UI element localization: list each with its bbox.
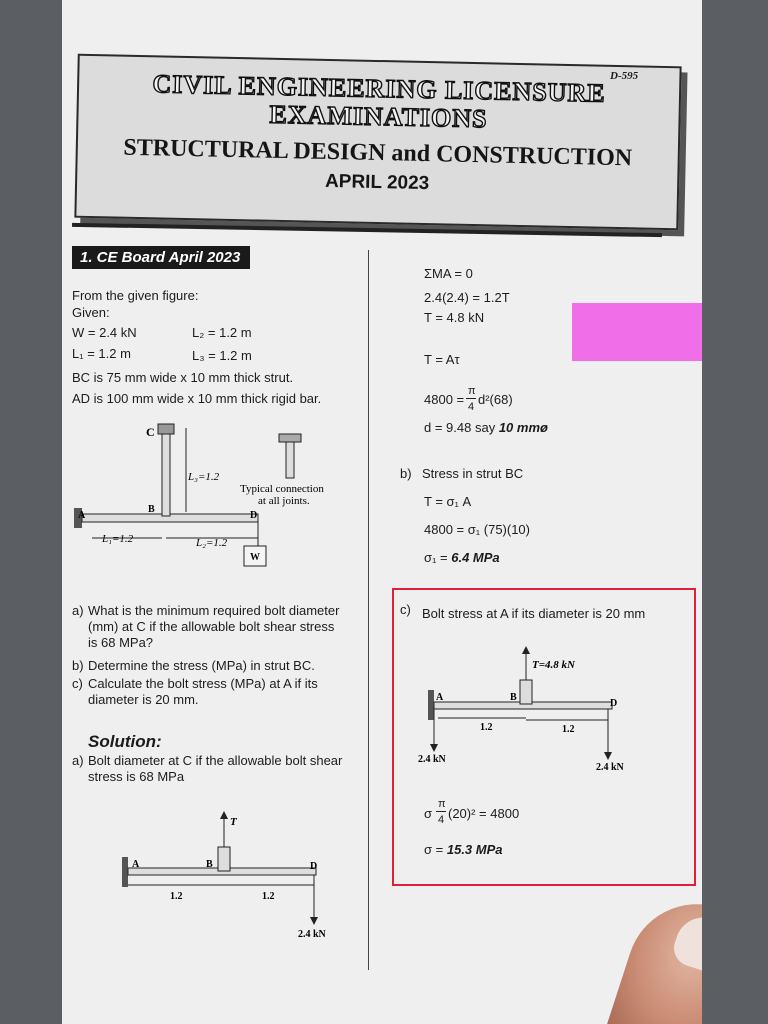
eq-pi: π (468, 385, 476, 397)
fig-a-dim2: 1.2 (262, 891, 275, 902)
fig-label-d: D (250, 510, 258, 521)
fig-label-b: B (148, 504, 155, 515)
fig-c-d: D (610, 698, 618, 709)
solution-c-text: Bolt stress at A if its diameter is 20 mm (422, 606, 646, 621)
diameter-answer: 10 mmø (498, 420, 548, 435)
given-l3: L₃ = 1.2 m (192, 348, 252, 363)
given-l1: L₁ = 1.2 m (72, 346, 131, 361)
pink-highlight (572, 303, 702, 361)
fig-a-t: T (230, 816, 237, 828)
eq-shear-relation: T = Aτ (424, 352, 460, 367)
eq-c-four: 4 (438, 814, 445, 826)
solution-c-letter: c) (400, 602, 411, 617)
solution-c-figure (402, 640, 662, 780)
column-divider (368, 250, 369, 970)
solution-a-text: Bolt diameter at C if the allowable bolt shear stress is 68 MPa (88, 753, 343, 784)
header-subject: STRUCTURAL DESIGN and CONSTRUCTION (123, 134, 633, 172)
question-b-text: Determine the stress (MPa) in strut BC. (88, 658, 315, 673)
fig-label-l1: L₁=1.2 (102, 533, 134, 545)
solution-b-letter: b) (400, 466, 412, 481)
question-b-letter: b) (72, 658, 84, 673)
eq-bolt-stress-result (424, 842, 503, 858)
fig-label-c: C (146, 425, 155, 439)
diameter-value: d = 9.48 say (424, 420, 499, 435)
eq-bolt-area-lhs: 4800 = (424, 392, 465, 407)
fig-c-t: T=4.8 kN (532, 659, 575, 671)
header-title-line1: CIVIL ENGINEERING LICENSURE (152, 69, 606, 108)
bolt-stress-sigma: σ (424, 842, 433, 857)
question-c-letter: c) (72, 676, 83, 691)
ad-description: AD is 100 mm wide x 10 mm thick rigid bar. (72, 391, 322, 406)
problem-banner: 1. CE Board April 2023 (72, 246, 250, 269)
strut-result-lhs: σ₁ = (424, 550, 452, 565)
fig-note-line1: Typical connection (240, 483, 324, 495)
fig-label-l2: L₂=1.2 (196, 537, 228, 549)
fig-note-line2: at all joints. (258, 495, 310, 507)
problem-intro: From the given figure: (72, 288, 199, 303)
eq-diameter (424, 420, 548, 436)
solution-a-letter: a) (72, 753, 84, 768)
header-title-line2: EXAMINATIONS (269, 99, 488, 134)
eq-sum-moments: ΣMA = 0 (424, 266, 473, 281)
eq-bolt-stress-rhs: (20)² = 4800 (448, 806, 520, 821)
solution-a-figure (102, 805, 362, 945)
fig-c-load-d: 2.4 kN (596, 762, 624, 773)
header-date: APRIL 2023 (324, 170, 430, 195)
fig-label-l3: L₃=1.2 (188, 471, 220, 483)
given-label: Given: (72, 305, 110, 320)
eq-strut-substitution: 4800 = σ₁ (75)(10) (424, 522, 530, 537)
exam-header (74, 54, 681, 231)
fig-a-d: D (310, 861, 318, 872)
eq-strut-stress: T = σ₁ A (424, 494, 472, 509)
fig-c-dim2: 1.2 (562, 724, 575, 735)
strut-result-answer: 6.4 MPa (451, 550, 500, 565)
eq-bolt-area-rhs: d²(68) (478, 392, 513, 407)
fig-c-a: A (436, 692, 444, 703)
question-a-text: What is the minimum required bolt diameter (mm) at C if the allowable bolt shear stress is 68 MPa? (88, 603, 340, 650)
fig-c-load-a: 2.4 kN (418, 754, 446, 765)
solution-b-text: Stress in strut BC (422, 466, 524, 481)
eq-strut-result (424, 550, 500, 566)
question-a-letter: a) (72, 603, 84, 618)
question-c-text: Calculate the bolt stress (MPa) at A if its diameter is 20 mm. (88, 676, 318, 707)
page-code: D-595 (610, 70, 639, 82)
eq-tension: T = 4.8 kN (424, 310, 485, 325)
fig-c-b: B (510, 692, 517, 703)
bc-description: BC is 75 mm wide x 10 mm thick strut. (72, 370, 294, 385)
fig-a-load: 2.4 kN (298, 929, 326, 940)
given-w: W = 2.4 kN (72, 325, 137, 340)
fig-a-dim1: 1.2 (170, 891, 183, 902)
fig-c-dim1: 1.2 (480, 722, 493, 733)
solution-heading: Solution: (88, 732, 162, 751)
eq-bolt-stress-sigma: σ (424, 806, 433, 821)
fig-label-a: A (78, 510, 86, 521)
fig-a-a: A (132, 859, 140, 870)
eq-moment-balance: 2.4(2.4) = 1.2T (424, 290, 510, 305)
fig-label-w: W (250, 552, 260, 563)
eq-c-pi: π (438, 798, 446, 810)
bolt-stress-equals: = (432, 842, 447, 857)
fig-a-b: B (206, 859, 213, 870)
problem-figure (62, 420, 362, 580)
given-l2: L₂ = 1.2 m (192, 325, 252, 340)
document-page (62, 0, 702, 1024)
bolt-stress-answer: 15.3 MPa (446, 842, 503, 857)
eq-four: 4 (468, 401, 475, 413)
